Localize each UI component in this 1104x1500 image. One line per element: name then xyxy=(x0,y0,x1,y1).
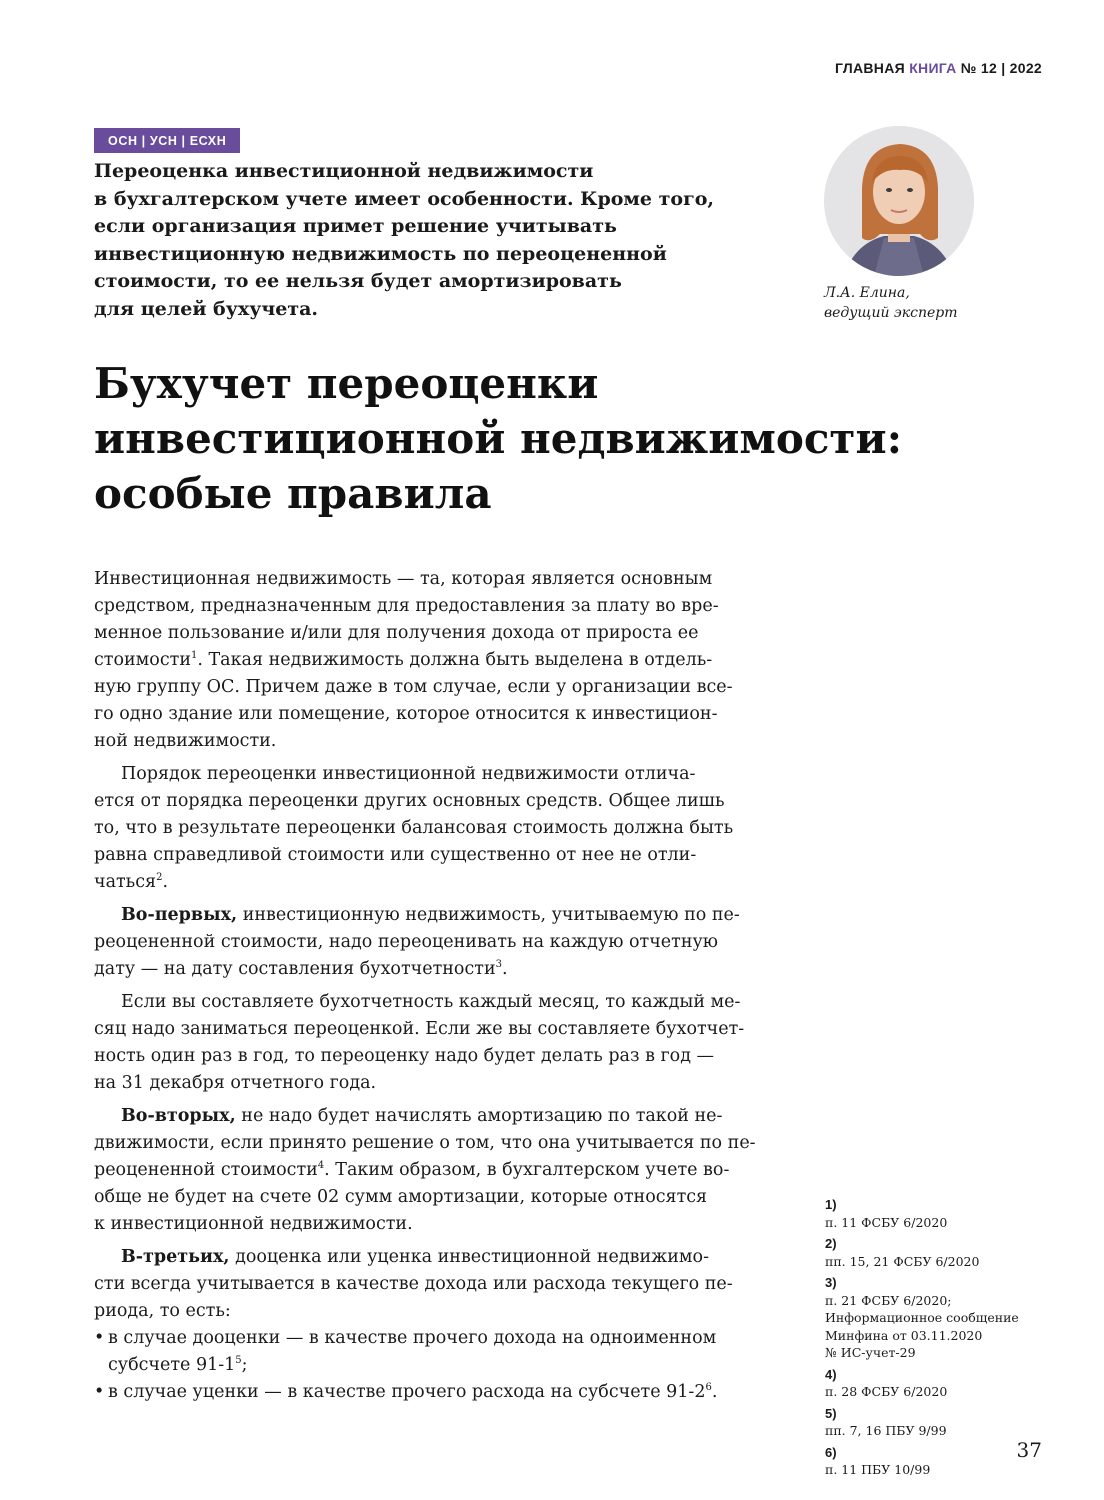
footnote-text: п. 11 ПБУ 10/99 xyxy=(825,1462,931,1477)
footnote xyxy=(825,1366,1065,1401)
footnote xyxy=(825,1235,1065,1270)
footnote xyxy=(825,1274,1065,1362)
author-caption xyxy=(824,283,958,323)
body-line: сти всегда учитывается в качестве дохода или расхода текущего пе- xyxy=(94,1274,733,1294)
footnote-line xyxy=(825,1274,1065,1309)
body-line: к инвестиционной недвижимости. xyxy=(94,1214,413,1234)
body-text: стоимости xyxy=(94,650,191,670)
article-body xyxy=(94,566,784,1406)
lead-line: стоимости, то ее нельзя будет амортизировать xyxy=(94,270,622,292)
body-line: равна справедливой стоимости или существенно от нее не отли- xyxy=(94,845,697,865)
footnote-ref: 4 xyxy=(317,1160,325,1171)
footnote-number: 4) xyxy=(825,1366,837,1382)
footnote-text: Информационное сообщение xyxy=(825,1310,1019,1325)
footnote-text: п. 21 ФСБУ 6/2020; xyxy=(825,1292,952,1308)
body-text: не надо будет начислять амортизацию по такой не- xyxy=(235,1106,723,1126)
footnote-line xyxy=(825,1196,1065,1231)
body-text: в случае уценки — в качестве прочего расхода на субсчете 91-2 xyxy=(108,1382,706,1402)
page-number: 37 xyxy=(1016,1438,1042,1462)
body-line: риода, то есть: xyxy=(94,1301,231,1321)
footnote-number: 1) xyxy=(825,1197,837,1212)
lead-line: для целей бухучета. xyxy=(94,297,319,320)
body-line: обще не будет на счете 02 сумм амортизации, которые относятся xyxy=(94,1187,708,1207)
body-text: ; xyxy=(241,1355,248,1375)
lead-paragraph xyxy=(94,158,794,323)
body-line xyxy=(94,869,784,896)
body-line: реоцененной стоимости, надо переоценивать на каждую отчетную xyxy=(94,932,719,952)
footnote-ref: 5 xyxy=(235,1355,242,1366)
article-title xyxy=(94,356,1054,521)
brand-main: ГЛАВНАЯ xyxy=(834,60,905,76)
masthead xyxy=(835,60,1042,76)
body-line: движимости, если принято решение о том, что она учитывается по пе- xyxy=(94,1133,756,1153)
footnote-line xyxy=(825,1366,1065,1401)
body-text: . xyxy=(501,959,508,979)
body-emphasis: В-третьих, xyxy=(121,1247,230,1267)
footnote-ref: 1 xyxy=(190,650,198,661)
body-line: ную группу ОС. Причем даже в том случае, если у организации все- xyxy=(94,677,733,697)
body-text: чаться xyxy=(94,872,157,892)
footnote-text: № ИС-учет-29 xyxy=(825,1345,916,1360)
body-emphasis: Во-вторых, xyxy=(121,1106,236,1126)
list-item-continuation xyxy=(94,1352,784,1379)
list-item: • в случае дооценки — в качестве прочего дохода на одноименном xyxy=(94,1325,784,1352)
lead-line: если организация примет решение учитывать xyxy=(94,215,617,237)
body-line: ной недвижимости. xyxy=(94,731,277,751)
tax-regime-tag: ОСН | УСН | ЕСХН xyxy=(94,128,240,153)
body-text: . xyxy=(162,872,169,892)
lead-line: Переоценка инвестиционной недвижимости xyxy=(94,160,594,182)
lead-line: в бухгалтерском учете имеет особенности. Кроме того, xyxy=(94,187,715,210)
footnote-text: пп. 15, 21 ФСБУ 6/2020 xyxy=(825,1253,980,1269)
footnote-ref: 3 xyxy=(495,959,502,970)
body-line: на 31 декабря отчетного года. xyxy=(94,1073,377,1093)
body-line: сяц надо заниматься переоценкой. Если же вы составляете бухотчет- xyxy=(94,1019,745,1039)
body-line xyxy=(94,647,784,674)
body-line: Инвестиционная недвижимость — та, которая является основным xyxy=(94,569,713,589)
footnote-text: п. 28 ФСБУ 6/2020 xyxy=(825,1384,948,1399)
body-line xyxy=(94,902,784,929)
body-line: го одно здание или помещение, которое относится к инвестицион- xyxy=(94,704,718,724)
title-line: особые правила xyxy=(94,469,492,518)
footnote-number: 2) xyxy=(825,1236,837,1251)
footnote-ref: 6 xyxy=(705,1382,712,1393)
body-line xyxy=(94,1103,784,1130)
body-line: ность один раз в год, то переоценку надо будет делать раз в год — xyxy=(94,1046,715,1066)
footnote-number: 6) xyxy=(825,1444,837,1460)
footnote-text: Минфина от 03.11.2020 xyxy=(825,1327,983,1343)
author-role: ведущий эксперт xyxy=(824,305,958,321)
footnote-line xyxy=(825,1405,1065,1440)
body-line: средством, предназначенным для предоставления за плату во вре- xyxy=(94,596,719,616)
body-text: . Таким образом, в бухгалтерском учете во- xyxy=(324,1160,730,1180)
footnote xyxy=(825,1405,1065,1440)
footnote-line xyxy=(825,1235,1065,1270)
issue-number: № 12 | 2022 xyxy=(960,60,1042,76)
footnote xyxy=(825,1196,1065,1231)
body-text: дооценка или уценка инвестиционной недвижимо- xyxy=(229,1247,709,1267)
body-line xyxy=(94,956,784,983)
body-text: дату — на дату составления бухотчетности xyxy=(94,959,496,979)
footnote-ref: 2 xyxy=(156,872,163,883)
body-text: субсчете 91-1 xyxy=(108,1355,236,1375)
list-item xyxy=(94,1379,784,1406)
body-line: Если вы составляете бухотчетность каждый месяц, то каждый ме- xyxy=(121,992,741,1012)
author-portrait-icon xyxy=(824,126,974,276)
body-text: инвестиционную недвижимость, учитываемую по пе- xyxy=(237,905,740,925)
body-line: то, что в результате переоценки балансовая стоимость должна быть xyxy=(94,818,734,838)
title-line: Бухучет переоценки xyxy=(94,359,599,408)
body-text: . xyxy=(711,1382,718,1402)
footnote-text: пп. 7, 16 ПБУ 9/99 xyxy=(825,1423,947,1438)
body-line: ется от порядка переоценки других основных средств. Общее лишь xyxy=(94,791,725,811)
body-line xyxy=(94,1244,784,1271)
body-line: менное пользование и/или для получения дохода от прироста ее xyxy=(94,623,699,643)
footnote-number: 5) xyxy=(825,1405,837,1421)
body-line xyxy=(94,1157,784,1184)
body-text: . Такая недвижимость должна быть выделена в отдель- xyxy=(197,650,713,670)
body-emphasis: Во-первых, xyxy=(121,905,238,925)
footnote-text: п. 11 ФСБУ 6/2020 xyxy=(825,1214,948,1230)
body-line: Порядок переоценки инвестиционной недвижимости отлича- xyxy=(121,764,696,784)
title-line: инвестиционной недвижимости: xyxy=(94,414,903,463)
lead-line: инвестиционную недвижимость по переоцененной xyxy=(94,242,667,265)
author-photo xyxy=(824,126,974,276)
body-text: реоцененной стоимости xyxy=(94,1160,318,1180)
brand-accent: КНИГА xyxy=(909,60,957,76)
footnote-number: 3) xyxy=(825,1275,837,1290)
author-name: Л.А. Елина, xyxy=(824,285,910,301)
